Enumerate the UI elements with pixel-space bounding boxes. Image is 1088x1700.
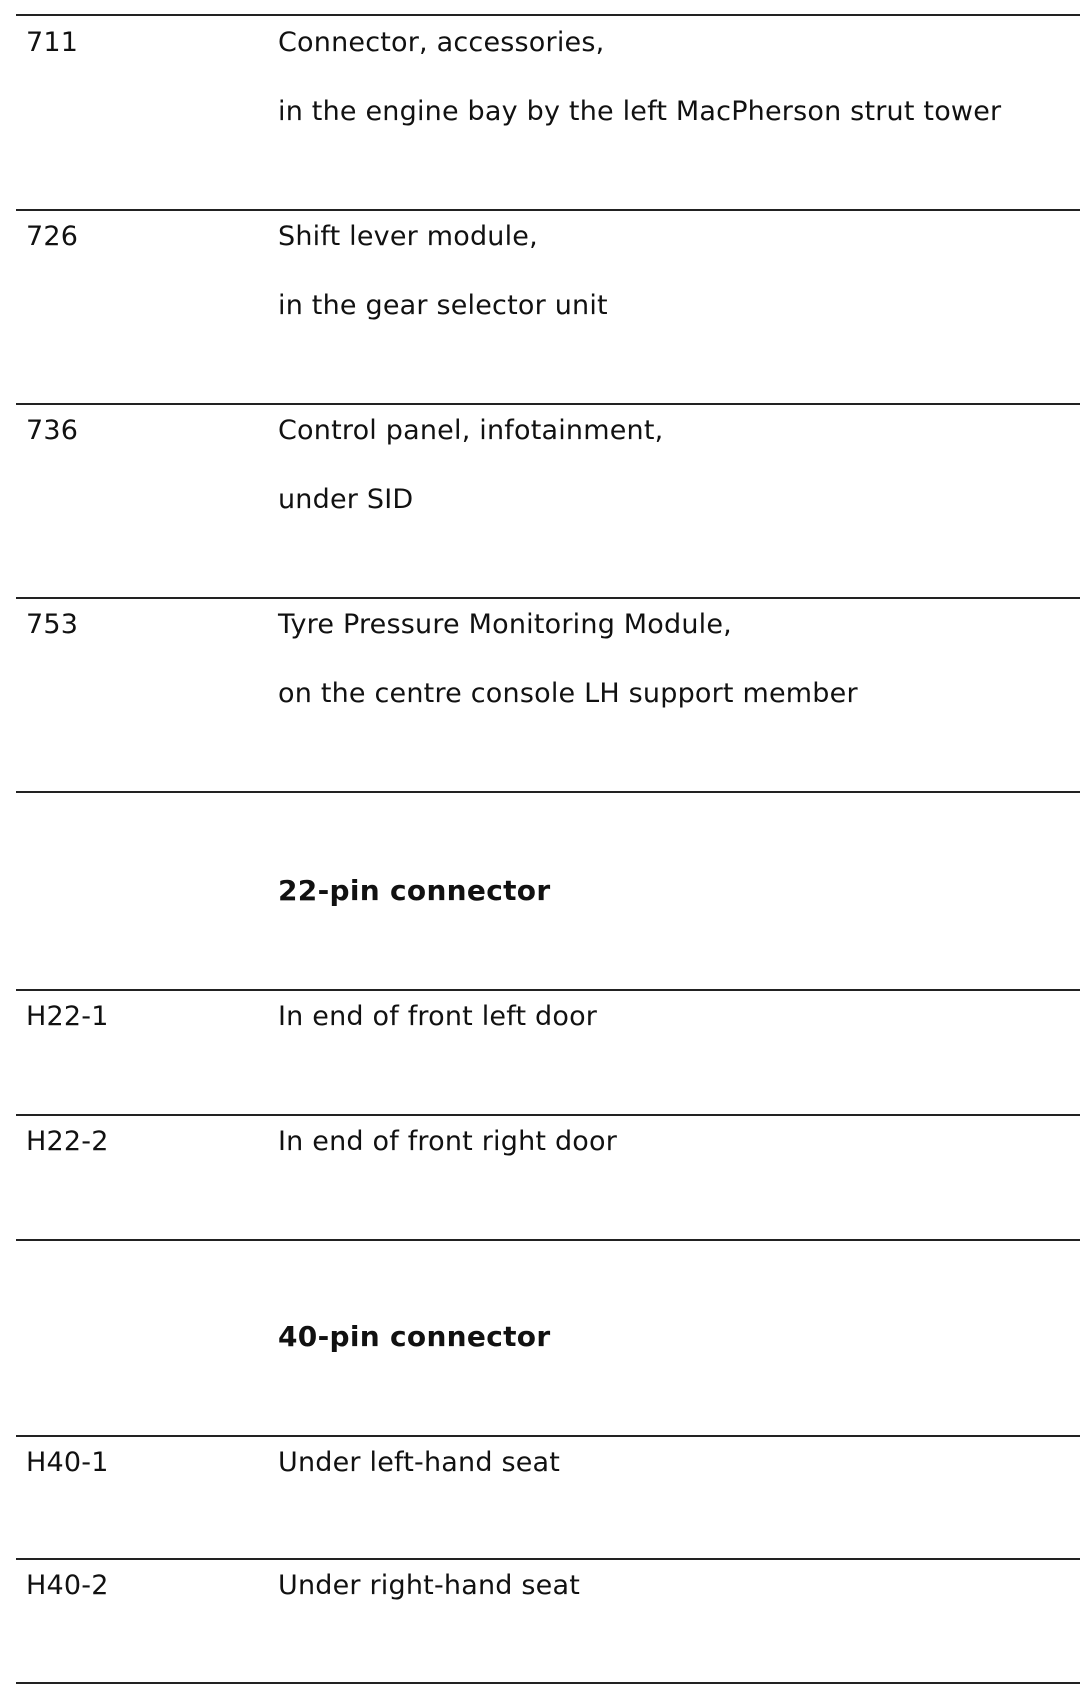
connector-code: 736 xyxy=(26,415,79,446)
table-divider xyxy=(16,209,1080,211)
connector-description: Tyre Pressure Monitoring Module, xyxy=(278,609,732,640)
table-divider xyxy=(16,1558,1080,1560)
connector-description: Shift lever module, xyxy=(278,221,538,252)
table-divider xyxy=(16,989,1080,991)
connector-code: 753 xyxy=(26,609,79,640)
connector-location: Under right-hand seat xyxy=(278,1570,580,1601)
connector-location: In end of front left door xyxy=(278,1001,598,1032)
table-divider xyxy=(16,791,1080,793)
section-heading-22-pin: 22-pin connector xyxy=(278,874,551,907)
connector-location: Under left-hand seat xyxy=(278,1447,561,1478)
connector-description: Connector, accessories, xyxy=(278,27,605,58)
table-divider xyxy=(16,1435,1080,1437)
table-divider xyxy=(16,597,1080,599)
connector-code: 711 xyxy=(26,27,79,58)
connector-description: Control panel, infotainment, xyxy=(278,415,664,446)
section-heading-40-pin: 40-pin connector xyxy=(278,1320,551,1353)
table-divider xyxy=(16,1114,1080,1116)
connector-code: 726 xyxy=(26,221,79,252)
table-divider xyxy=(16,1682,1080,1684)
table-divider xyxy=(16,403,1080,405)
table-divider xyxy=(16,14,1080,16)
connector-code: H40-1 xyxy=(26,1447,109,1478)
connector-location: in the gear selector unit xyxy=(278,290,608,321)
connector-code: H40-2 xyxy=(26,1570,109,1601)
connector-location: In end of front right door xyxy=(278,1126,618,1157)
connector-location: in the engine bay by the left MacPherson strut tower xyxy=(278,96,1002,127)
table-divider xyxy=(16,1239,1080,1241)
connector-location: on the centre console LH support member xyxy=(278,678,858,709)
connector-code: H22-2 xyxy=(26,1126,109,1157)
connector-code: H22-1 xyxy=(26,1001,109,1032)
connector-location: under SID xyxy=(278,484,414,515)
